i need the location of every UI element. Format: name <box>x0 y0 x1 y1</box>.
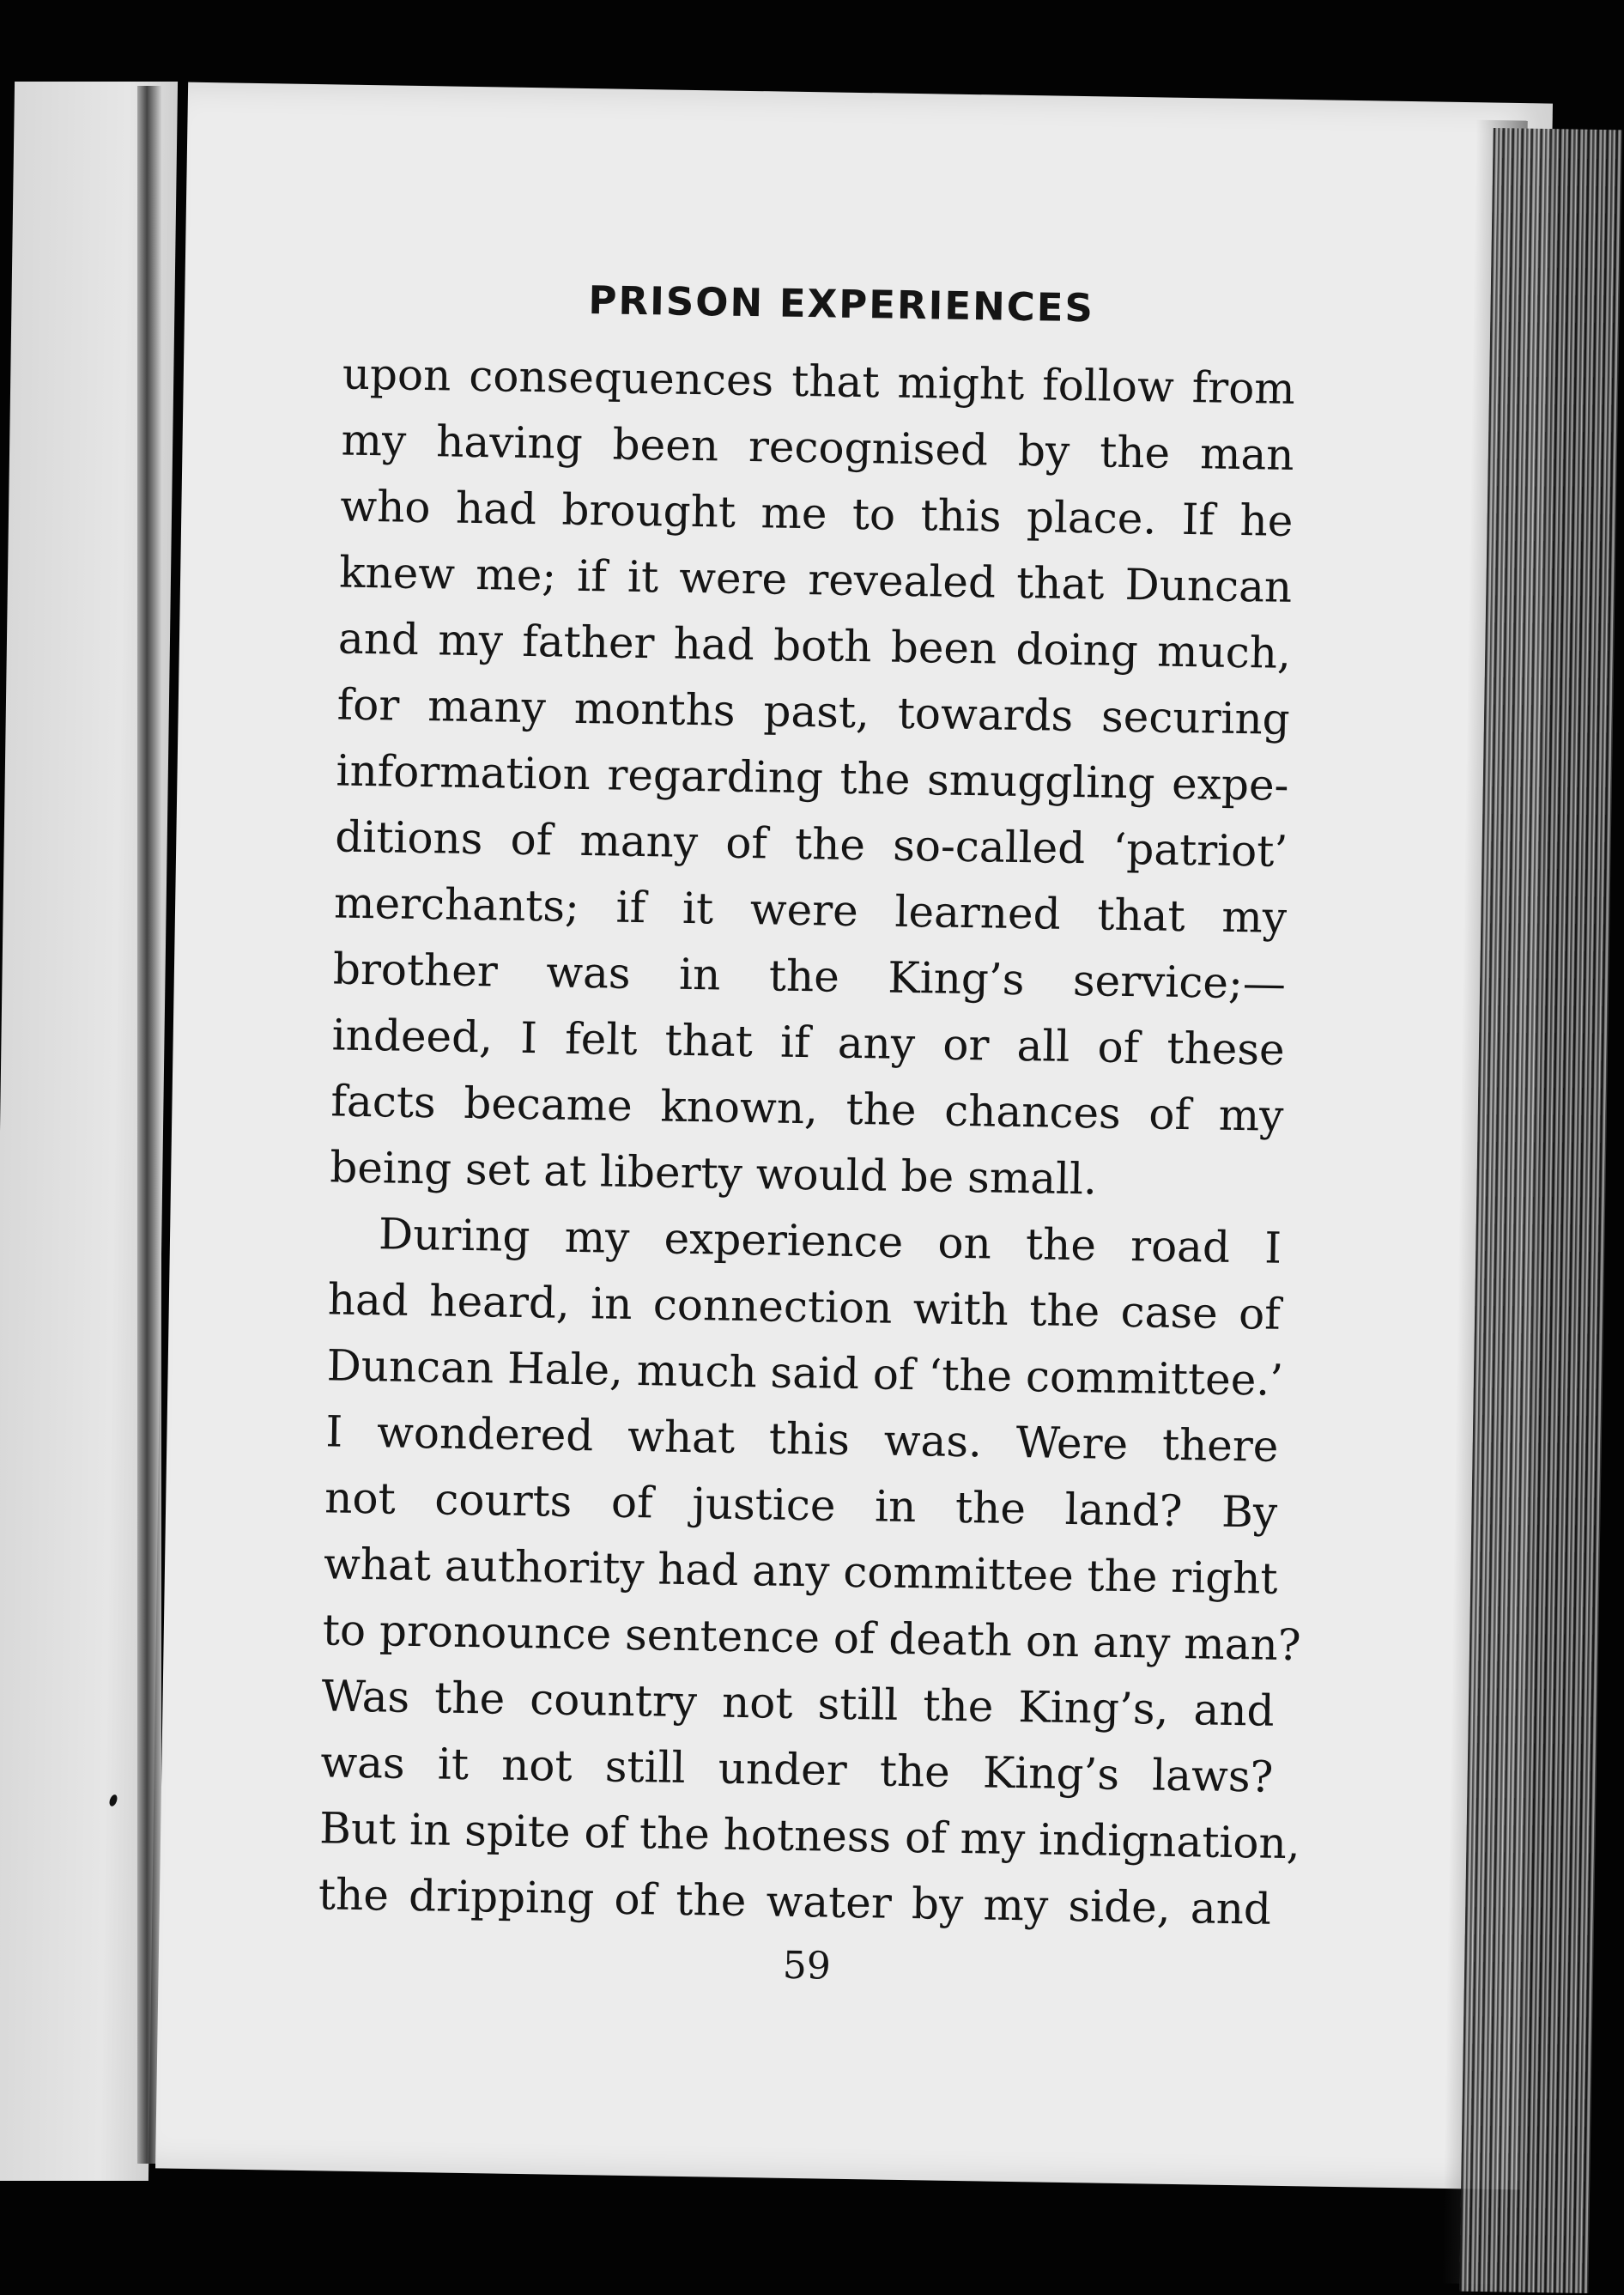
gutter-shadow <box>137 86 161 2164</box>
text-line: But in spite of the hotness of my indignation, <box>318 1803 1301 1869</box>
text-line: upon consequences that might follow from <box>342 349 1296 414</box>
paragraph-2 <box>318 1200 1301 1942</box>
page-number: 59 <box>782 1943 832 1988</box>
text-line: merchants; if it were learned that my <box>333 877 1288 943</box>
text-line: ditions of many of the so-called ‘patriot’ <box>334 811 1288 877</box>
running-head: PRISON EXPERIENCES <box>588 277 1095 331</box>
text-line: my having been recognised by the man <box>341 415 1294 480</box>
text-line: brother was in the King’s service;— <box>332 944 1287 1009</box>
text-line: Duncan Hale, much said of ‘the committee.’ <box>326 1340 1284 1406</box>
text-line: the dripping of the water by my side, and <box>318 1869 1272 1934</box>
text-line: was it not still under the King’s laws? <box>320 1737 1274 1802</box>
text-line: to pronounce sentence of death on any man? <box>322 1605 1301 1671</box>
book-page <box>155 82 1553 2190</box>
text-line: Was the country not still the King’s, and <box>321 1671 1275 1736</box>
text-line: indeed, I felt that if any or all of these <box>331 1010 1286 1075</box>
text-line: information regarding the smuggling expe- <box>336 745 1289 811</box>
text-line: I wondered what this was. Were there <box>325 1406 1279 1472</box>
text-line: being set at liberty would be small. <box>329 1142 1098 1205</box>
text-line: for many months past, towards securing <box>336 679 1291 744</box>
text-line: who had brought me to this place. If he <box>339 481 1294 546</box>
text-line: knew me; if it were revealed that Duncan <box>338 547 1293 612</box>
paragraph-1 <box>330 342 1296 1216</box>
text-line: During my experience on the road I <box>378 1209 1282 1273</box>
text-line: had heard, in connection with the case of <box>327 1274 1282 1339</box>
text-line: and my father had both been doing much, <box>337 613 1292 678</box>
page-content <box>317 274 1301 1995</box>
text-line: what authority had any committee the right <box>323 1539 1278 1604</box>
text-line: facts became known, the chances of my <box>330 1076 1284 1141</box>
text-line: not courts of justice in the land? By <box>324 1472 1278 1538</box>
